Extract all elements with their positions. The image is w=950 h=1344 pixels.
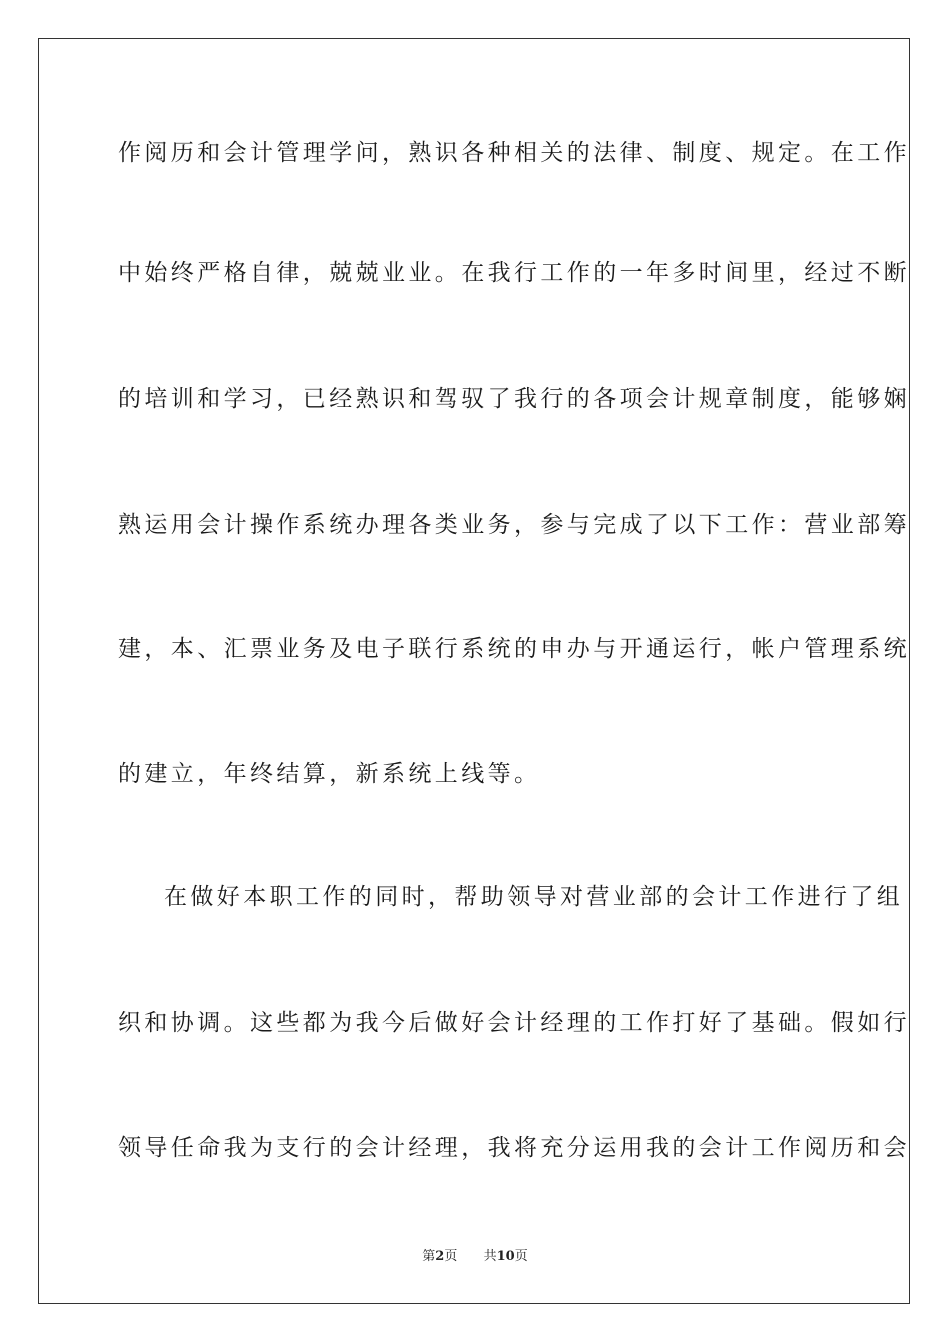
paragraph-first-line: 在做好本职工作的同时，帮助领导对营业部的会计工作进行了组 (164, 884, 904, 910)
body-text-line: 领导任命我为支行的会计经理，我将充分运用我的会计工作阅历和会 (118, 1135, 910, 1161)
page-border (38, 38, 910, 1304)
body-text-line: 作阅历和会计管理学问，熟识各种相关的法律、制度、规定。在工作 (118, 140, 910, 166)
body-text-line: 建，本、汇票业务及电子联行系统的申办与开通运行，帐户管理系统 (118, 636, 910, 662)
body-text-line: 中始终严格自律，兢兢业业。在我行工作的一年多时间里，经过不断 (118, 260, 910, 286)
body-text-line: 的培训和学习，已经熟识和驾驭了我行的各项会计规章制度，能够娴 (118, 386, 910, 412)
body-text-line: 熟运用会计操作系统办理各类业务，参与完成了以下工作：营业部筹 (118, 512, 910, 538)
total-pages-label: 共10页 (483, 1249, 528, 1264)
total-pages-number: 10 (496, 1249, 515, 1264)
page-number: 2 (435, 1249, 445, 1264)
page-label: 第2页 (422, 1249, 458, 1264)
body-text-line: 的建立，年终结算，新系统上线等。 (118, 761, 541, 787)
body-text-line: 织和协调。这些都为我今后做好会计经理的工作打好了基础。假如行 (118, 1010, 910, 1036)
page-footer (0, 1248, 950, 1266)
